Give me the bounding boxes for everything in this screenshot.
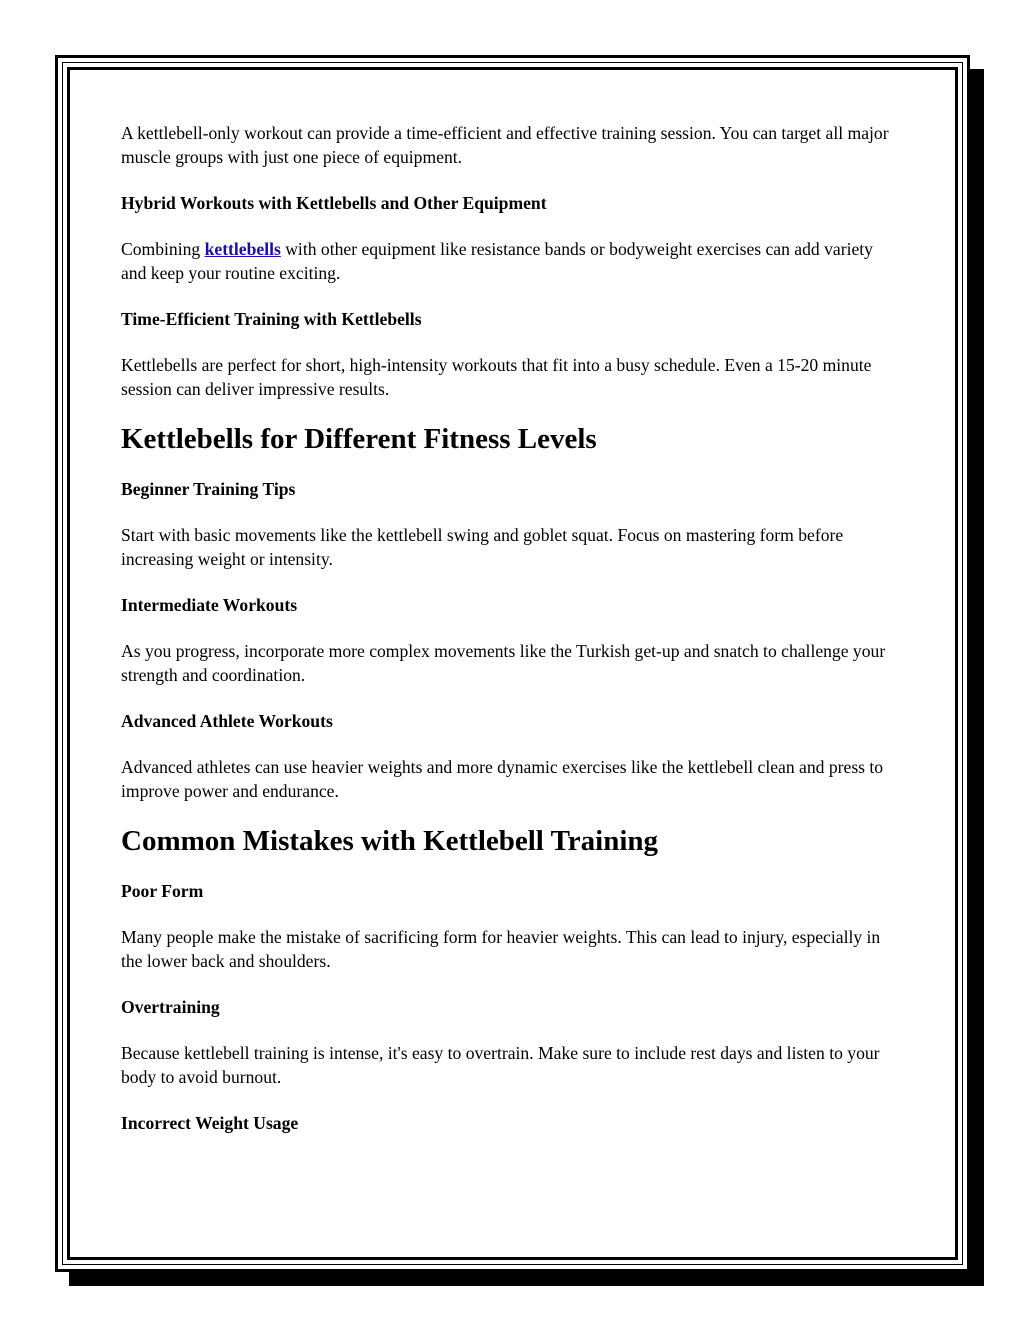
section-heading-fitness-levels: Kettlebells for Different Fitness Levels	[121, 423, 597, 455]
section-heading-common-mistakes: Common Mistakes with Kettlebell Training	[121, 825, 659, 857]
heading-poor-form: Poor Form	[121, 881, 204, 901]
beginner-paragraph: Start with basic movements like the kettlebell swing and goblet squat. Focus on mastering form before increasing weight or intensity.	[121, 525, 844, 569]
heading-intermediate: Intermediate Workouts	[121, 595, 298, 615]
kettlebells-link[interactable]: kettlebells	[204, 239, 281, 259]
overtraining-paragraph: Because kettlebell training is intense, it's easy to overtrain. Make sure to include rest days and listen to your body to avoid burnout.	[121, 1043, 880, 1087]
intro-paragraph: A kettlebell-only workout can provide a time-efficient and effective training session. You can target all major muscle groups with just one piece of equipment.	[121, 123, 889, 167]
hybrid-text-after: with other equipment like resistance bands or bodyweight exercises can add variety and keep your routine exciting.	[121, 239, 873, 283]
advanced-paragraph: Advanced athletes can use heavier weights and more dynamic exercises like the kettlebell clean and press to improve power and endurance.	[121, 757, 884, 801]
hybrid-text-before: Combining	[121, 239, 205, 259]
intermediate-paragraph: As you progress, incorporate more complex movements like the Turkish get-up and snatch to challenge your strength and coordination.	[121, 641, 886, 685]
heading-beginner: Beginner Training Tips	[121, 479, 296, 499]
document-body	[121, 121, 901, 1157]
heading-time-efficient: Time-Efficient Training with Kettlebells	[121, 309, 422, 329]
time-efficient-paragraph: Kettlebells are perfect for short, high-intensity workouts that fit into a busy schedule. Even a 15-20 minute session can deliver impressive results.	[121, 355, 872, 399]
heading-hybrid-workouts: Hybrid Workouts with Kettlebells and Other Equipment	[121, 193, 547, 213]
heading-overtraining: Overtraining	[121, 997, 220, 1017]
hybrid-paragraph	[121, 237, 901, 285]
heading-advanced: Advanced Athlete Workouts	[121, 711, 333, 731]
poor-form-paragraph: Many people make the mistake of sacrificing form for heavier weights. This can lead to injury, especially in the lower back and shoulders.	[121, 927, 881, 971]
heading-incorrect-weight: Incorrect Weight Usage	[121, 1113, 299, 1133]
